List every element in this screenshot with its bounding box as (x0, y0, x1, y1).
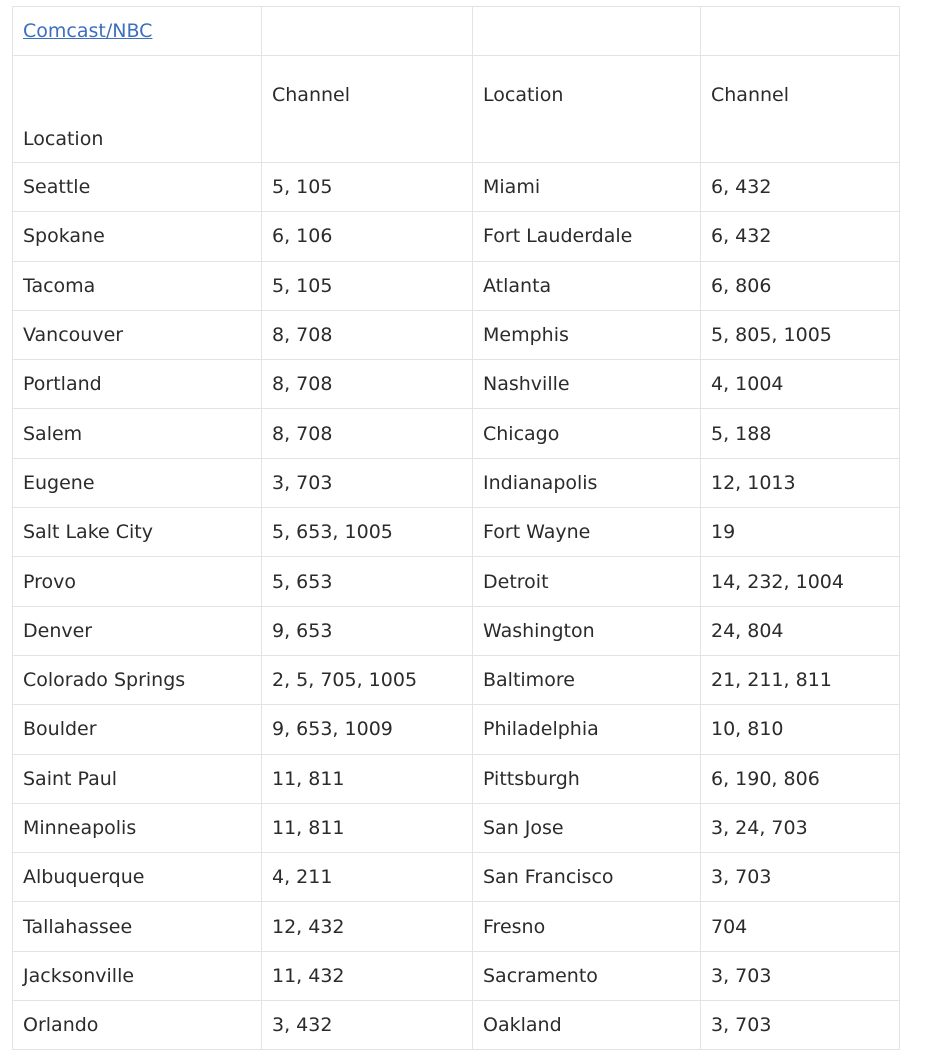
table-row (13, 360, 900, 409)
table-row (13, 754, 900, 803)
channel-cell: 9, 653 (262, 606, 473, 655)
location-cell: Minneapolis (13, 803, 262, 852)
table-row (13, 705, 900, 754)
location-cell: Detroit (473, 557, 701, 606)
location-cell: Boulder (13, 705, 262, 754)
location-cell: San Jose (473, 803, 701, 852)
header-location-b: Location (473, 56, 701, 163)
channel-table-body (13, 7, 900, 1050)
table-row (13, 1001, 900, 1050)
location-cell: Saint Paul (13, 754, 262, 803)
channel-cell: 8, 708 (262, 360, 473, 409)
location-cell: Pittsburgh (473, 754, 701, 803)
location-cell: Provo (13, 557, 262, 606)
location-cell: Tacoma (13, 261, 262, 310)
location-cell: Albuquerque (13, 853, 262, 902)
channel-cell: 10, 810 (701, 705, 900, 754)
location-cell: Portland (13, 360, 262, 409)
table-row (13, 261, 900, 310)
location-cell: Sacramento (473, 951, 701, 1000)
header-location-a: Location (13, 56, 262, 163)
table-row (13, 508, 900, 557)
header-channel-a: Channel (262, 56, 473, 163)
channel-cell: 4, 1004 (701, 360, 900, 409)
channel-cell: 12, 432 (262, 902, 473, 951)
channel-cell: 5, 105 (262, 261, 473, 310)
channel-cell: 8, 708 (262, 310, 473, 359)
channel-cell: 19 (701, 508, 900, 557)
channel-cell: 9, 653, 1009 (262, 705, 473, 754)
channel-cell: 11, 811 (262, 754, 473, 803)
location-cell: San Francisco (473, 853, 701, 902)
table-row (13, 902, 900, 951)
header-channel-b: Channel (701, 56, 900, 163)
channel-cell: 3, 703 (701, 1001, 900, 1050)
channel-cell: 11, 432 (262, 951, 473, 1000)
location-cell: Salt Lake City (13, 508, 262, 557)
channel-cell: 6, 432 (701, 212, 900, 261)
location-cell: Chicago (473, 409, 701, 458)
location-cell: Memphis (473, 310, 701, 359)
location-cell: Spokane (13, 212, 262, 261)
channel-cell: 6, 106 (262, 212, 473, 261)
table-row (13, 803, 900, 852)
location-cell: Washington (473, 606, 701, 655)
channel-cell: 3, 703 (701, 853, 900, 902)
channel-cell: 704 (701, 902, 900, 951)
location-cell: Fort Lauderdale (473, 212, 701, 261)
location-cell: Miami (473, 163, 701, 212)
empty-cell (701, 7, 900, 56)
empty-cell (262, 7, 473, 56)
channel-cell: 5, 188 (701, 409, 900, 458)
channel-cell: 5, 105 (262, 163, 473, 212)
comcast-nbc-link[interactable]: Comcast/NBC (23, 20, 153, 42)
channel-cell: 3, 703 (262, 458, 473, 507)
table-row (13, 163, 900, 212)
channel-cell: 6, 806 (701, 261, 900, 310)
table-row (13, 606, 900, 655)
table-row (13, 458, 900, 507)
location-cell: Salem (13, 409, 262, 458)
channel-cell: 3, 432 (262, 1001, 473, 1050)
location-cell: Atlanta (473, 261, 701, 310)
channel-cell: 6, 190, 806 (701, 754, 900, 803)
location-cell: Philadelphia (473, 705, 701, 754)
empty-cell (473, 7, 701, 56)
location-cell: Indianapolis (473, 458, 701, 507)
channel-cell: 4, 211 (262, 853, 473, 902)
table-row (13, 310, 900, 359)
location-cell: Nashville (473, 360, 701, 409)
location-cell: Seattle (13, 163, 262, 212)
table-title-row (13, 7, 900, 56)
channel-cell: 21, 211, 811 (701, 655, 900, 704)
channel-cell: 24, 804 (701, 606, 900, 655)
channel-cell: 5, 805, 1005 (701, 310, 900, 359)
table-row (13, 655, 900, 704)
location-cell: Orlando (13, 1001, 262, 1050)
channel-cell: 8, 708 (262, 409, 473, 458)
channel-cell: 5, 653 (262, 557, 473, 606)
channel-cell: 12, 1013 (701, 458, 900, 507)
location-cell: Colorado Springs (13, 655, 262, 704)
channel-cell: 5, 653, 1005 (262, 508, 473, 557)
channel-cell: 2, 5, 705, 1005 (262, 655, 473, 704)
channel-cell: 3, 703 (701, 951, 900, 1000)
location-cell: Fort Wayne (473, 508, 701, 557)
location-cell: Baltimore (473, 655, 701, 704)
channel-cell: 3, 24, 703 (701, 803, 900, 852)
channel-cell: 11, 811 (262, 803, 473, 852)
location-cell: Fresno (473, 902, 701, 951)
location-cell: Jacksonville (13, 951, 262, 1000)
table-row (13, 557, 900, 606)
location-cell: Oakland (473, 1001, 701, 1050)
table-row (13, 853, 900, 902)
channel-table (12, 6, 900, 1050)
table-header-row (13, 56, 900, 163)
location-cell: Eugene (13, 458, 262, 507)
table-row (13, 951, 900, 1000)
location-cell: Denver (13, 606, 262, 655)
channel-cell: 6, 432 (701, 163, 900, 212)
channel-cell: 14, 232, 1004 (701, 557, 900, 606)
table-row (13, 409, 900, 458)
table-row (13, 212, 900, 261)
location-cell: Tallahassee (13, 902, 262, 951)
location-cell: Vancouver (13, 310, 262, 359)
title-cell (13, 7, 262, 56)
